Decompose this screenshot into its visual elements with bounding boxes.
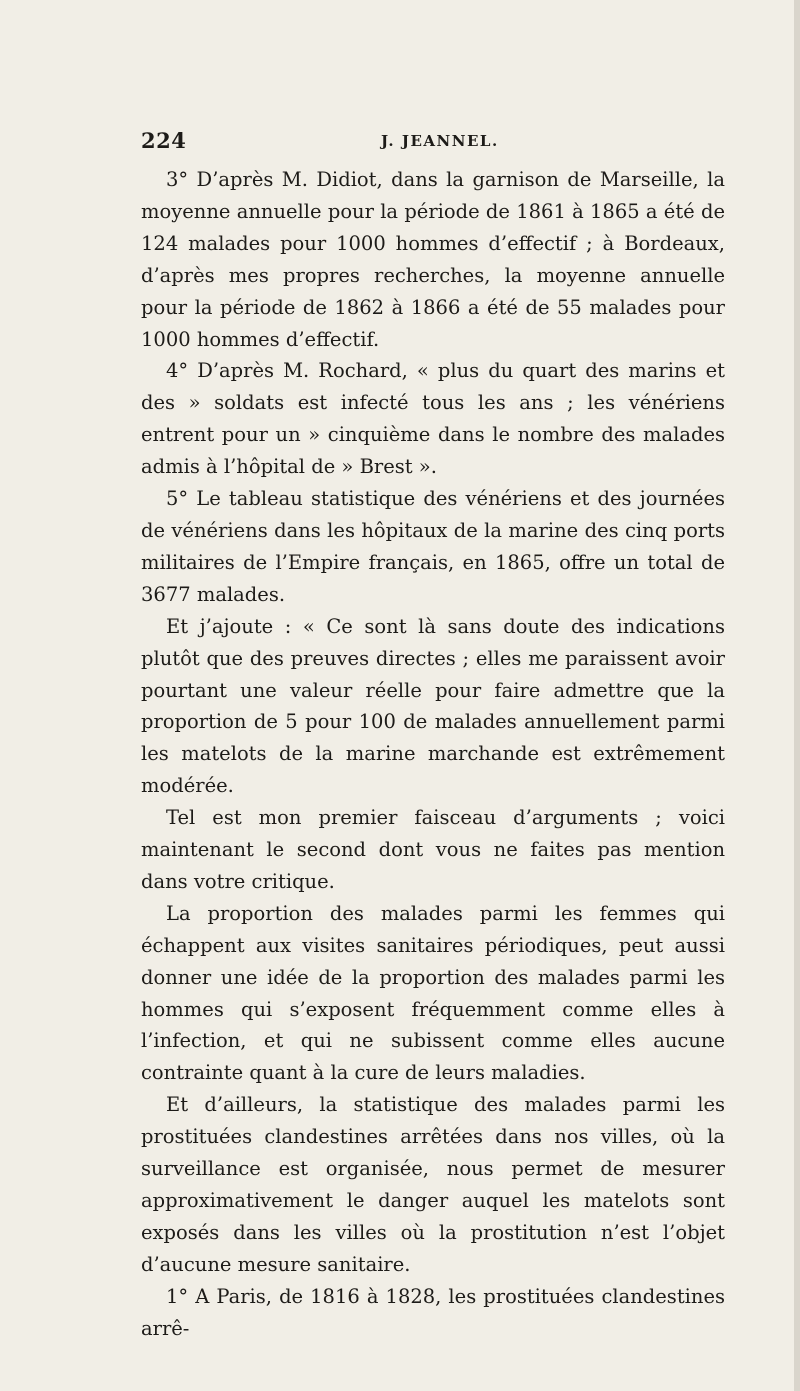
paragraph: La proportion des malades parmi les femmes qui échappent aux visites sanitaires périodiques, peut aussi donner une idée de la proportion des malades parmi les hommes qui s’exposent fréquemment comme elles à l’infection, et qui ne subissent comme elles aucune contrainte quant à la cure de leurs maladies.: [141, 901, 725, 1085]
paragraph: 4° D’après M. Rochard, « plus du quart des marins et des » soldats est infecté tous les ans ; les vénériens entrent pour un » cinquième dans le nombre des malades admis à l’hôpital de » Brest ».: [141, 359, 725, 479]
paragraph: Et j’ajoute : « Ce sont là sans doute des indications plutôt que des preuves directes ; elles me paraissent avoir pourtant une valeur réelle pour faire admettre que la proportion de 5 pour 100 de malades annuellement parmi les matelots de la marine marchande est extrêmement modérée.: [141, 614, 725, 798]
page-number: 224: [141, 128, 187, 153]
running-head: J. JEANNEL.: [381, 132, 499, 150]
body-text: [141, 164, 725, 1345]
paragraph: 5° Le tableau statistique des vénériens et des journées de vénériens dans les hôpitaux de la marine des cinq ports militaires de l’Empire français, en 1865, offre un total de 3677 malades.: [141, 487, 725, 606]
paragraph: Et d’ailleurs, la statistique des malades parmi les prostituées clandestines arrêtées dans nos villes, où la surveillance est organisée, nous permet de mesurer approximativement le danger auquel les matelots sont exposés dans les villes où la prostitution n’est l’objet d’aucune mesure sanitaire.: [141, 1093, 725, 1276]
book-page: [141, 128, 725, 1345]
page-header: [141, 128, 725, 164]
paragraph: Tel est mon premier faisceau d’arguments ; voici maintenant le second dont vous ne faites pas mention dans votre critique.: [141, 806, 725, 893]
scan-edge: [794, 0, 800, 1391]
paragraph: 1° A Paris, de 1816 à 1828, les prostituées clandestines arrê-: [141, 1284, 725, 1340]
paragraph: 3° D’après M. Didiot, dans la garnison de Marseille, la moyenne annuelle pour la période de 1861 à 1865 a été de 124 malades pour 1000 hommes d’effectif ; à Bordeaux, d’après mes propres recherches, la moyenne annuelle pour la période de 1862 à 1866 a été de 55 malades pour 1000 hommes d’effectif.: [141, 168, 725, 351]
